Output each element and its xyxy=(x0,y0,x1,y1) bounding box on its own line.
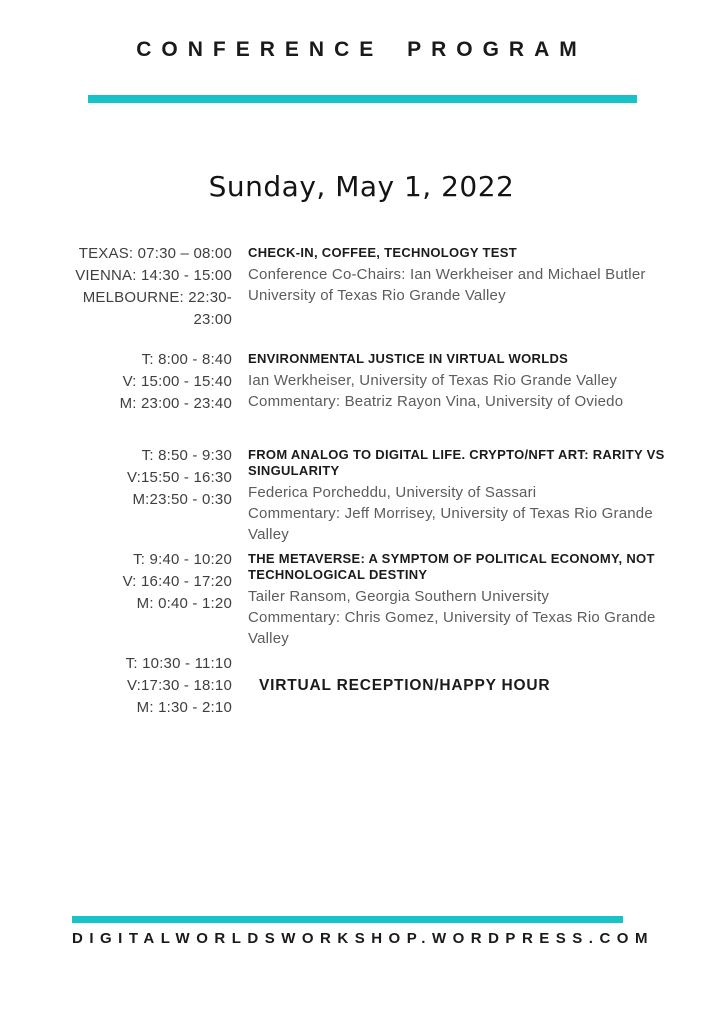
session-title: FROM ANALOG TO DIGITAL LIFE. CRYPTO/NFT ART: RARITY VS SINGULARITY xyxy=(248,447,665,478)
session-times xyxy=(50,243,232,331)
time-line-texas: T: 10:30 - 11:10 xyxy=(125,655,232,672)
date-heading: Sunday, May 1, 2022 xyxy=(208,170,515,203)
session-body xyxy=(232,445,672,545)
time-line-melbourne: M: 1:30 - 2:10 xyxy=(136,699,232,716)
session-times xyxy=(50,549,232,615)
session-detail: Commentary: Chris Gomez, University of Texas Rio Grande Valley xyxy=(248,609,656,647)
session-block-analog-to-digital xyxy=(50,445,675,545)
schedule xyxy=(50,243,675,719)
time-line-vienna: V:17:30 - 18:10 xyxy=(126,677,232,694)
time-line-texas: TEXAS: 07:30 – 08:00 xyxy=(78,245,232,262)
session-times xyxy=(50,349,232,415)
session-title: ENVIRONMENTAL JUSTICE IN VIRTUAL WORLDS xyxy=(248,351,569,366)
session-detail: Commentary: Beatriz Rayon Vina, University of Oviedo xyxy=(248,393,624,410)
session-block-reception xyxy=(50,653,675,719)
session-detail: Federica Porcheddu, University of Sassari xyxy=(248,484,537,501)
session-times xyxy=(50,653,232,719)
time-line-melbourne: M:23:50 - 0:30 xyxy=(132,491,232,508)
session-body xyxy=(232,653,675,719)
session-block-environmental-justice xyxy=(50,349,675,415)
session-detail: Conference Co-Chairs: Ian Werkheiser and Michael Butler xyxy=(248,266,646,283)
footer-url: DIGITALWORLDSWORKSHOP.WORDPRESS.COM xyxy=(72,930,654,947)
top-divider xyxy=(88,95,637,103)
session-block-checkin xyxy=(50,243,675,331)
time-line-texas: T: 8:00 - 8:40 xyxy=(141,351,232,368)
session-body xyxy=(232,243,672,306)
session-title: VIRTUAL RECEPTION/HAPPY HOUR xyxy=(259,677,551,694)
session-detail: Tailer Ransom, Georgia Southern University xyxy=(248,588,550,605)
time-line-melbourne: M: 0:40 - 1:20 xyxy=(136,595,232,612)
time-line-melbourne: MELBOURNE: 22:30-23:00 xyxy=(82,289,232,328)
session-body xyxy=(232,549,672,649)
session-body xyxy=(232,349,672,412)
time-line-vienna: V:15:50 - 16:30 xyxy=(126,469,232,486)
session-detail: University of Texas Rio Grande Valley xyxy=(248,287,506,304)
session-title: CHECK-IN, COFFEE, TECHNOLOGY TEST xyxy=(248,245,517,260)
time-line-vienna: VIENNA: 14:30 - 15:00 xyxy=(75,267,232,284)
session-title: THE METAVERSE: A SYMPTOM OF POLITICAL ECONOMY, NOT TECHNOLOGICAL DESTINY xyxy=(248,551,655,582)
time-line-vienna: V: 15:00 - 15:40 xyxy=(122,373,232,390)
time-line-texas: T: 9:40 - 10:20 xyxy=(133,551,232,568)
session-block-metaverse xyxy=(50,549,675,649)
footer-divider xyxy=(72,916,623,923)
time-line-texas: T: 8:50 - 9:30 xyxy=(141,447,232,464)
session-detail: Ian Werkheiser, University of Texas Rio Grande Valley xyxy=(248,372,618,389)
program-title: CONFERENCE PROGRAM xyxy=(136,38,587,61)
session-detail: Commentary: Jeff Morrisey, University of Texas Rio Grande Valley xyxy=(248,505,653,543)
time-line-melbourne: M: 23:00 - 23:40 xyxy=(119,395,232,412)
session-times xyxy=(50,445,232,511)
time-line-vienna: V: 16:40 - 17:20 xyxy=(122,573,232,590)
